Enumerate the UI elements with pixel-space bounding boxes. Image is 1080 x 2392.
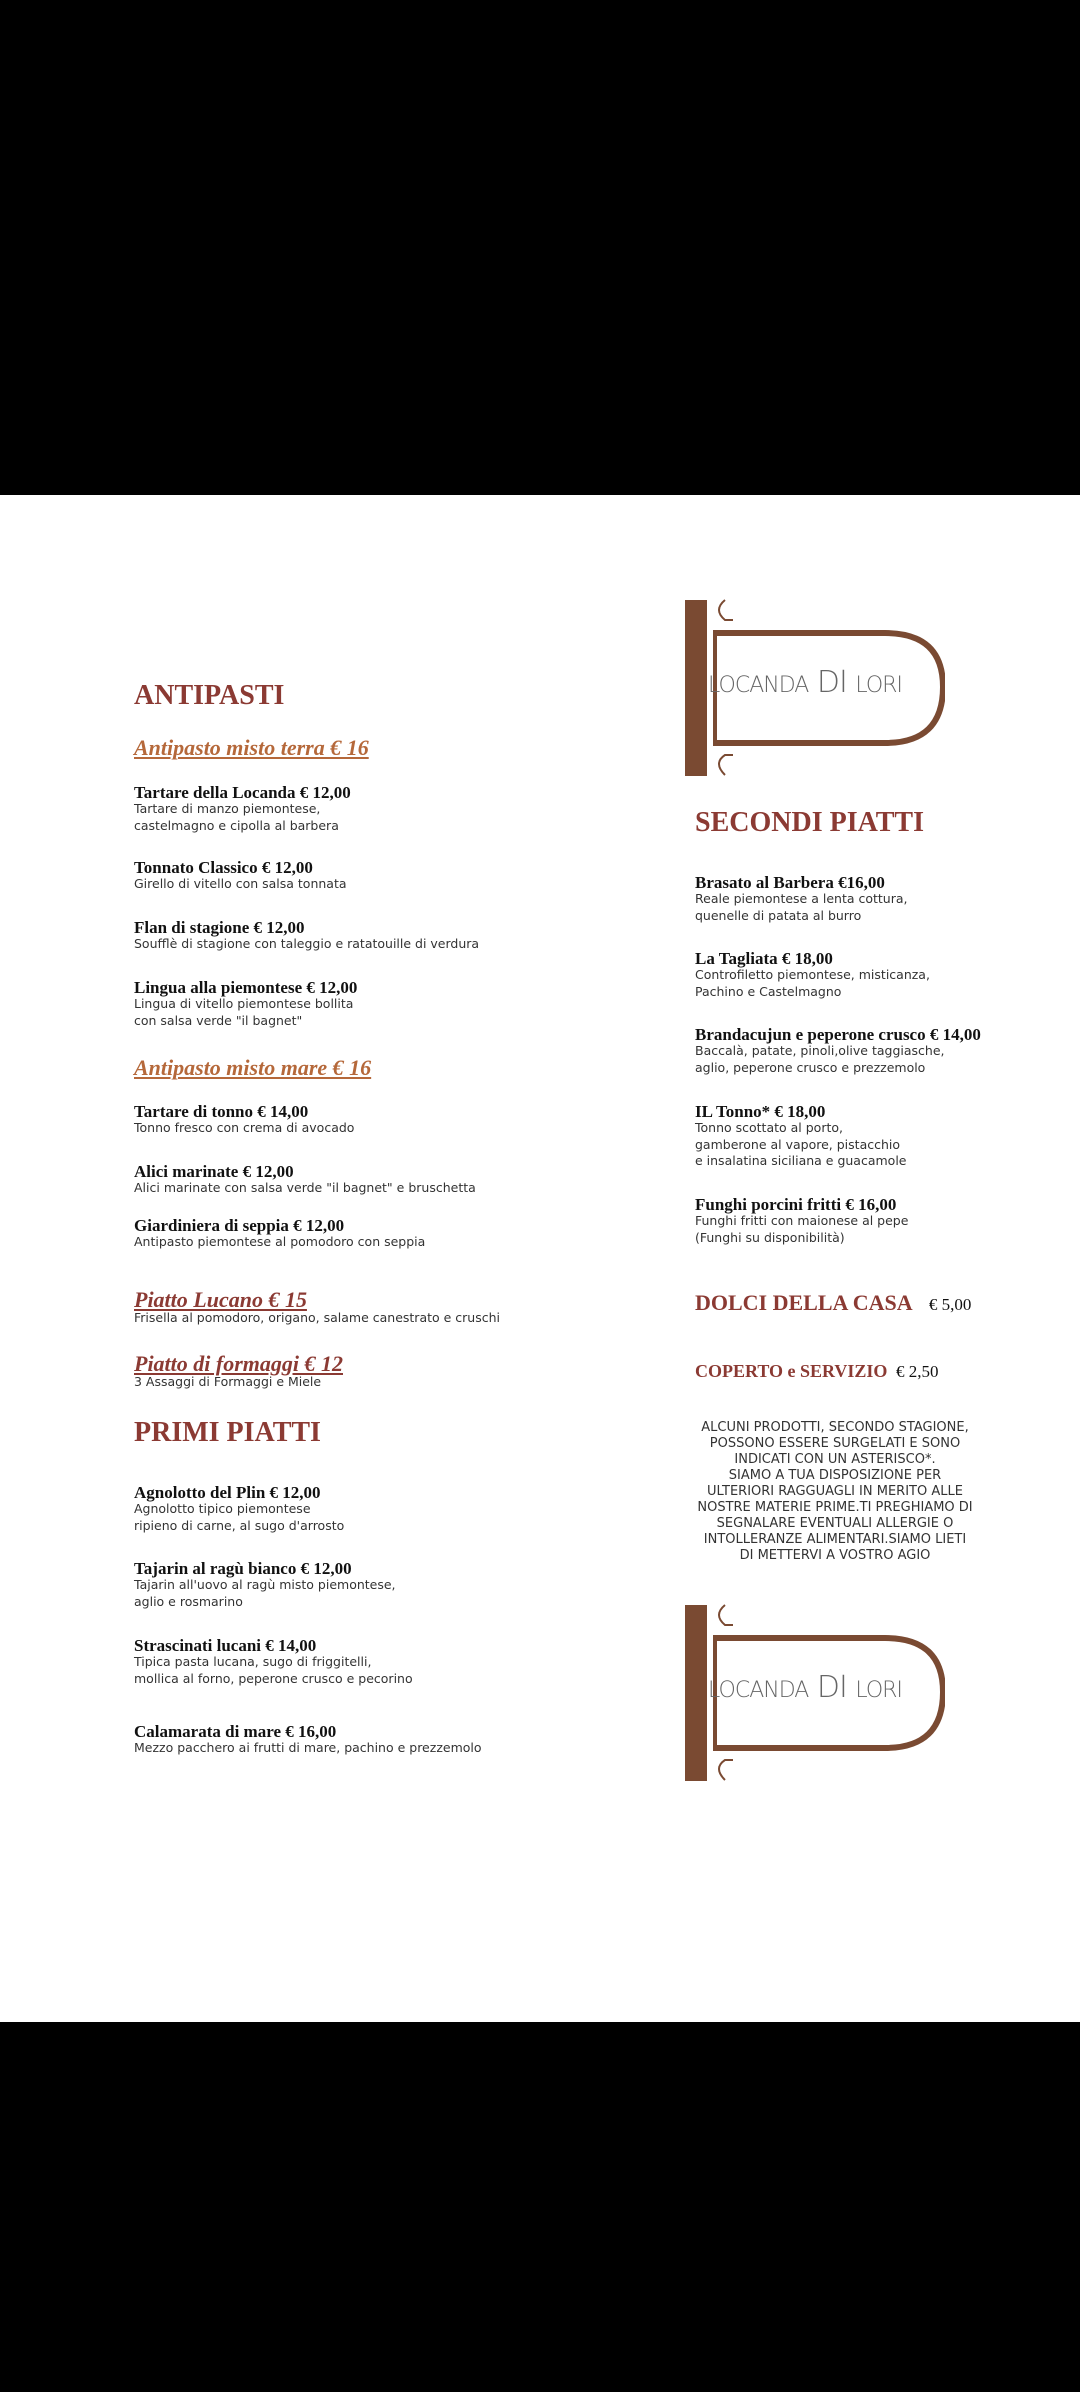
logo-text-b: DI (816, 665, 847, 700)
logo-text-c: LORI (855, 1678, 902, 1703)
piatto-formaggi-title: Piatto di formaggi € 12 (134, 1351, 343, 1376)
antipasto-mare-title: Antipasto misto mare € 16 (134, 1055, 372, 1080)
coperto-price: € 2,50 (895, 1362, 939, 1381)
dish-name: IL Tonno* € 18,00 (695, 1102, 826, 1121)
logo-text-a: LOCANDA (708, 1678, 809, 1703)
dish-desc: Girello di vitello con salsa tonnata (134, 876, 347, 891)
dish-desc: Controfiletto piemontese, misticanza, Pachino e Castelmagno (695, 967, 930, 999)
primi-title: PRIMI PIATTI (134, 1417, 321, 1448)
dish-name: Agnolotto del Plin € 12,00 (134, 1483, 321, 1502)
dolci-price: € 5,00 (928, 1295, 972, 1314)
dish-desc: Funghi fritti con maionese al pepe (Funghi su disponibilità) (695, 1213, 909, 1245)
piatto-formaggi-desc: 3 Assaggi di Formaggi e Miele (134, 1374, 322, 1389)
dish-desc: Lingua di vitello piemontese bollita con salsa verde "il bagnet" (134, 996, 354, 1028)
dish-desc: Tonno fresco con crema di avocado (134, 1120, 355, 1135)
dish-name: Strascinati lucani € 14,00 (134, 1636, 317, 1655)
coperto-title: COPERTO e SERVIZIO (695, 1361, 888, 1381)
dish-desc: Tonno scottato al porto, gamberone al vapore, pistacchio e insalatina siciliana e guacamole (695, 1120, 907, 1168)
dish-desc: Reale piemontese a lenta cottura, quenelle di patata al burro (695, 891, 908, 923)
dish-desc: Soufflè di stagione con taleggio e ratatouille di verdura (134, 936, 480, 951)
restaurant-logo-bottom (685, 1600, 945, 1790)
dish-desc: Baccalà, patate, pinoli,olive taggiasche, aglio, peperone crusco e prezzemolo (695, 1043, 945, 1075)
coperto-section (695, 1361, 938, 1382)
antipasti-title: ANTIPASTI (134, 680, 285, 711)
restaurant-logo (685, 595, 945, 785)
piatto-lucano-desc: Frisella al pomodoro, origano, salame canestrato e cruschi (134, 1310, 501, 1325)
dish-name: Brandacujun e peperone crusco € 14,00 (695, 1025, 981, 1044)
dish-name: Giardiniera di seppia € 12,00 (134, 1216, 345, 1235)
dish-name: La Tagliata € 18,00 (695, 949, 833, 968)
antipasto-terra-title: Antipasto misto terra € 16 (134, 735, 369, 760)
dish-desc: Alici marinate con salsa verde "il bagnet" e bruschetta (134, 1180, 476, 1195)
dish-desc: Agnolotto tipico piemontese ripieno di carne, al sugo d'arrosto (134, 1501, 345, 1533)
logo-text-b: DI (816, 1670, 847, 1705)
dish-name: Lingua alla piemontese € 12,00 (134, 978, 358, 997)
dish-name: Tartare di tonno € 14,00 (134, 1102, 309, 1121)
dish-name: Funghi porcini fritti € 16,00 (695, 1195, 897, 1214)
dish-name: Brasato al Barbera €16,00 (695, 873, 885, 892)
piatto-lucano-title: Piatto Lucano € 15 (134, 1287, 307, 1312)
allergy-note: ALCUNI PRODOTTI, SECONDO STAGIONE, POSSONO ESSERE SURGELATI E SONO INDICATI CON UN ASTERISCO*. SIAMO A TUA DISPOSIZIONE PER ULTERIORI RAGGUAGLI IN MERITO ALLE NOSTRE MATERIE PRIME.TI PREGHIAMO DI SEGNALARE EVENTUALI ALLERGIE O INTOLLERANZE ALIMENTARI.SIAMO LIETI DI METTERVI A VOSTRO AGIO (697, 1420, 973, 1563)
logo-text-c: LORI (855, 673, 902, 698)
dish-name: Alici marinate € 12,00 (134, 1162, 294, 1181)
dish-name: Tonnato Classico € 12,00 (134, 858, 313, 877)
secondi-title: SECONDI PIATTI (695, 807, 924, 838)
dish-name: Flan di stagione € 12,00 (134, 918, 305, 937)
dish-desc: Tipica pasta lucana, sugo di friggitelli, mollica al forno, peperone crusco e pecorino (134, 1654, 413, 1686)
dish-name: Tartare della Locanda € 12,00 (134, 783, 351, 802)
dish-desc: Antipasto piemontese al pomodoro con seppia (134, 1234, 426, 1249)
dolci-section (695, 1290, 971, 1316)
logo-text-a: LOCANDA (708, 673, 809, 698)
dish-name: Tajarin al ragù bianco € 12,00 (134, 1559, 352, 1578)
menu-page (0, 495, 1080, 2022)
dish-name: Calamarata di mare € 16,00 (134, 1722, 337, 1741)
dish-desc: Mezzo pacchero ai frutti di mare, pachino e prezzemolo (134, 1740, 482, 1755)
dish-desc: Tartare di manzo piemontese, castelmagno e cipolla al barbera (134, 801, 339, 833)
dish-desc: Tajarin all'uovo al ragù misto piemontese, aglio e rosmarino (134, 1577, 396, 1609)
dolci-title: DOLCI DELLA CASA (695, 1290, 912, 1315)
